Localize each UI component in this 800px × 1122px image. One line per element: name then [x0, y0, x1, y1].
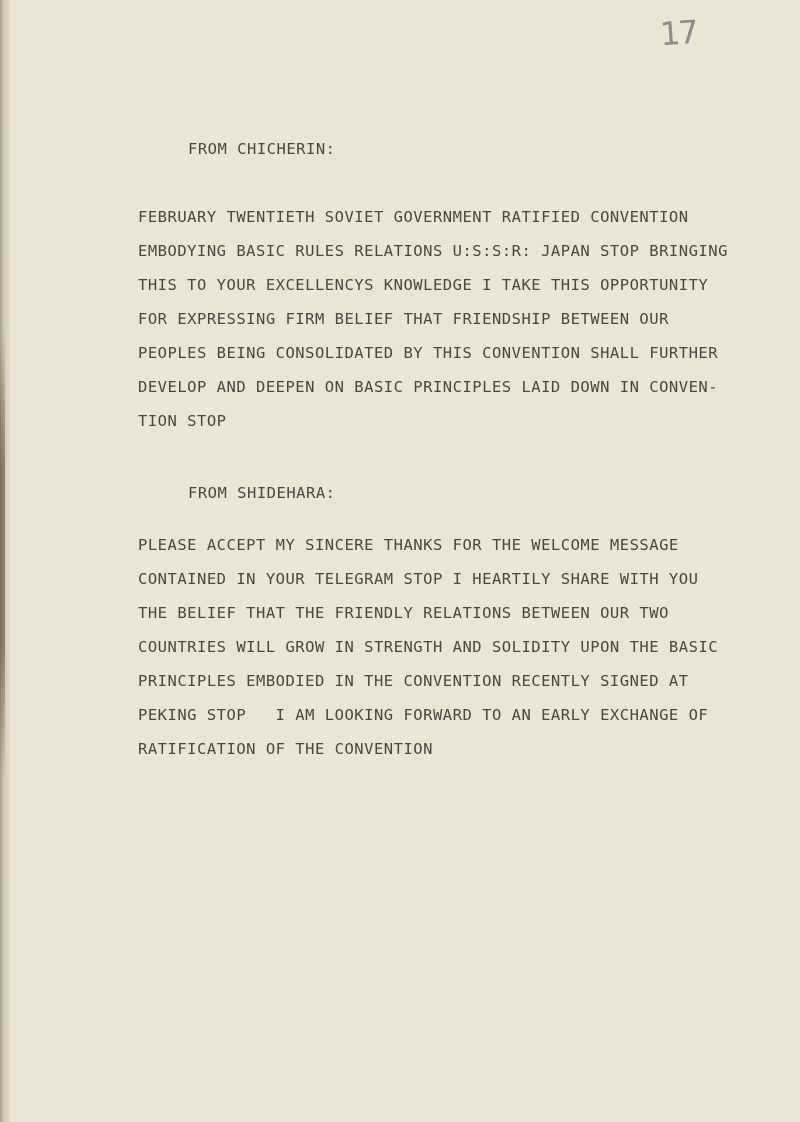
text-line: PRINCIPLES EMBODIED IN THE CONVENTION RECENTLY SIGNED AT [138, 672, 689, 690]
text-line: PLEASE ACCEPT MY SINCERE THANKS FOR THE WELCOME MESSAGE [138, 536, 679, 554]
section-heading-shidehara: FROM SHIDEHARA: [188, 484, 336, 502]
text-line: FOR EXPRESSING FIRM BELIEF THAT FRIENDSHIP BETWEEN OUR [138, 310, 669, 328]
text-line: DEVELOP AND DEEPEN ON BASIC PRINCIPLES LAID DOWN IN CONVEN- [138, 378, 719, 396]
page-edge-shadow [0, 330, 5, 780]
text-line: EMBODYING BASIC RULES RELATIONS U:S:S:R: JAPAN STOP BRINGING [138, 242, 728, 260]
text-line: CONTAINED IN YOUR TELEGRAM STOP I HEARTILY SHARE WITH YOU [138, 570, 699, 588]
text-line: THE BELIEF THAT THE FRIENDLY RELATIONS BETWEEN OUR TWO [138, 604, 669, 622]
text-line: FEBRUARY TWENTIETH SOVIET GOVERNMENT RATIFIED CONVENTION [138, 208, 689, 226]
text-line: PEOPLES BEING CONSOLIDATED BY THIS CONVENTION SHALL FURTHER [138, 344, 719, 362]
text-line: TION STOP [138, 412, 227, 430]
text-line: PEKING STOP I AM LOOKING FORWARD TO AN EARLY EXCHANGE OF [138, 706, 709, 724]
text-line: RATIFICATION OF THE CONVENTION [138, 740, 433, 758]
text-line: THIS TO YOUR EXCELLENCYS KNOWLEDGE I TAKE THIS OPPORTUNITY [138, 276, 709, 294]
handwritten-folio-number: 17 [658, 12, 698, 54]
text-line: COUNTRIES WILL GROW IN STRENGTH AND SOLIDITY UPON THE BASIC [138, 638, 719, 656]
section-heading-chicherin: FROM CHICHERIN: [188, 140, 336, 158]
